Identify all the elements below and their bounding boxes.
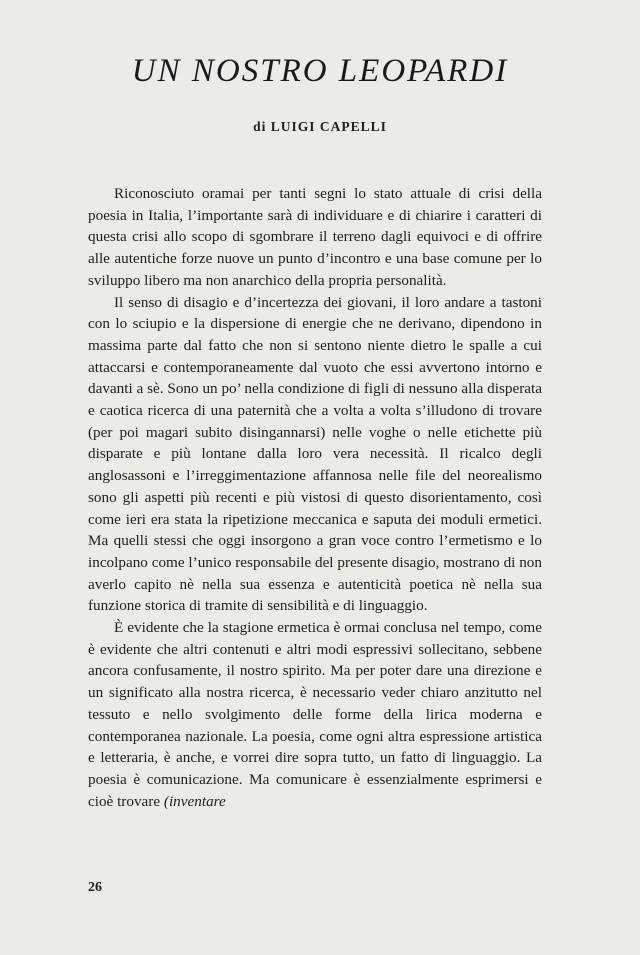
article-title: UN NOSTRO LEOPARDI bbox=[131, 53, 509, 89]
paragraph-2: Il senso di disagio e d’incertezza dei giovani, il loro andare a tastoni con lo sciupio e la dispersione di energie che ne derivano, dipendono in massima parte dal fatto che non si sentono niente dietro le spalle a cui attaccarsi e contemporaneamente dal vuoto che essi avvertono intorno e davanti a sè. Sono un po’ nella condizione di figli di nessuno alla disperata e caotica ricerca di una paternità che a volta a volta s’illudono di trovare (per poi magari subito disingannarsi) nelle voghe o nelle etichette più disparate e più lontane dalla loro vera necessità. Il ricalco degli anglosassoni e l’irreggimentazione affannosa nelle file del neorealismo sono gli aspetti più recenti e più vistosi di questo disorientamento, così come ieri era stata la ripetizione meccanica e saputa dei moduli ermetici. Ma quelli stessi che oggi insorgono a gran voce contro l’ermetismo e lo incolpano come l’unico responsabile del presente disagio, mostrano di non averlo capito nè nella sua essenza e autenticità poetica nè nella sua funzione storica di tramite di sensibilità e di linguaggio. bbox=[88, 293, 542, 615]
paragraph-3 bbox=[88, 617, 542, 812]
article-body bbox=[88, 183, 542, 812]
paragraph-1: Riconosciuto oramai per tanti segni lo stato attuale di crisi della poesia in Italia, l’importante sarà di individuare e di chiarire i caratteri di questa crisi allo scopo di sgombrare il terreno dagli equivoci e di offrire alle autentiche forze nuove un punto d’incontro e una base comune per lo sviluppo libero ma non anarchico della propria personalità. bbox=[88, 185, 542, 289]
article-byline: di LUIGI CAPELLI bbox=[253, 119, 387, 134]
paragraph-3-text: È evidente che la stagione ermetica è ormai conclusa nel tempo, come è evidente che altri contenuti e altri modi espressivi sollecitano, sebbene ancora confusamente, il nostro spirito. Ma per poter dare una direzione e un significato alla nostra ricerca, è necessario veder chiaro anzitutto nel tessuto e nello svolgimento delle forme della lirica moderna e contemporanea nazionale. La poesia, come ogni altra espressione artistica e letteraria, è anche, e vorrei dire sopra tutto, un fatto di linguaggio. La poesia è comunicazione. Ma comunicare è essenzialmente esprimersi e cioè trovare bbox=[88, 619, 542, 810]
page-number: 26 bbox=[88, 880, 102, 895]
paragraph-3-italic: (inventare bbox=[163, 792, 226, 810]
